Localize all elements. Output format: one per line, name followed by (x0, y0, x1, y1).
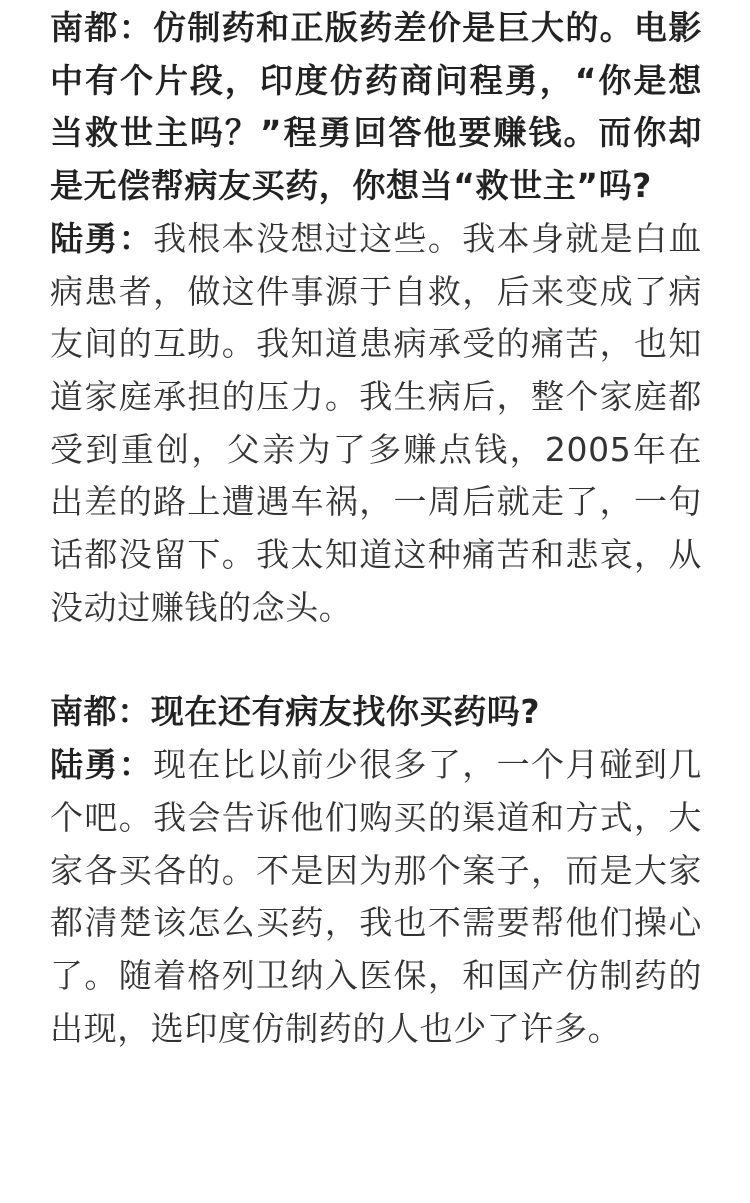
answer-text: 我根本没想过这些。我本身就是白血病患者，做这件事源于自救，后来变成了病友间的互助。我知道患病承受的痛苦，也知道家庭承担的压力。我生病后，整个家庭都受到重创，父亲为了多赚点钱，2005年在出差的路上遭遇车祸，一周后就走了，一句话都没留下。我太知道这种痛苦和悲哀，从没动过赚钱的念头。 (50, 218, 702, 627)
article-body (50, 2, 702, 1055)
interviewer-label: 南都： (50, 692, 151, 732)
answer-text: 现在比以前少很多了，一个月碰到几个吧。我会告诉他们购买的渠道和方式，大家各买各的。不是因为那个案子，而是大家都清楚该怎么买药，我也不需要帮他们操心了。随着格列卫纳入医保，和国产仿制药的出现，选印度仿制药的人也少了许多。 (50, 745, 702, 1048)
interviewer-label: 南都： (50, 8, 154, 47)
question-text: 现在还有病友找你买药吗? (150, 692, 541, 732)
answer-paragraph-2 (50, 739, 702, 1055)
question-paragraph-1 (50, 2, 702, 213)
paragraph-spacer (50, 634, 702, 686)
question-text: 仿制药和正版药差价是巨大的。电影中有个片段，印度仿药商问程勇，“你是想当救世主吗？”程勇回答他要赚钱。而你却是无偿帮病友买药，你想当“救世主”吗? (50, 8, 702, 206)
question-paragraph-2 (50, 686, 702, 739)
interviewee-label: 陆勇： (50, 745, 154, 785)
answer-paragraph-1 (50, 213, 702, 635)
interviewee-label: 陆勇： (50, 218, 154, 258)
